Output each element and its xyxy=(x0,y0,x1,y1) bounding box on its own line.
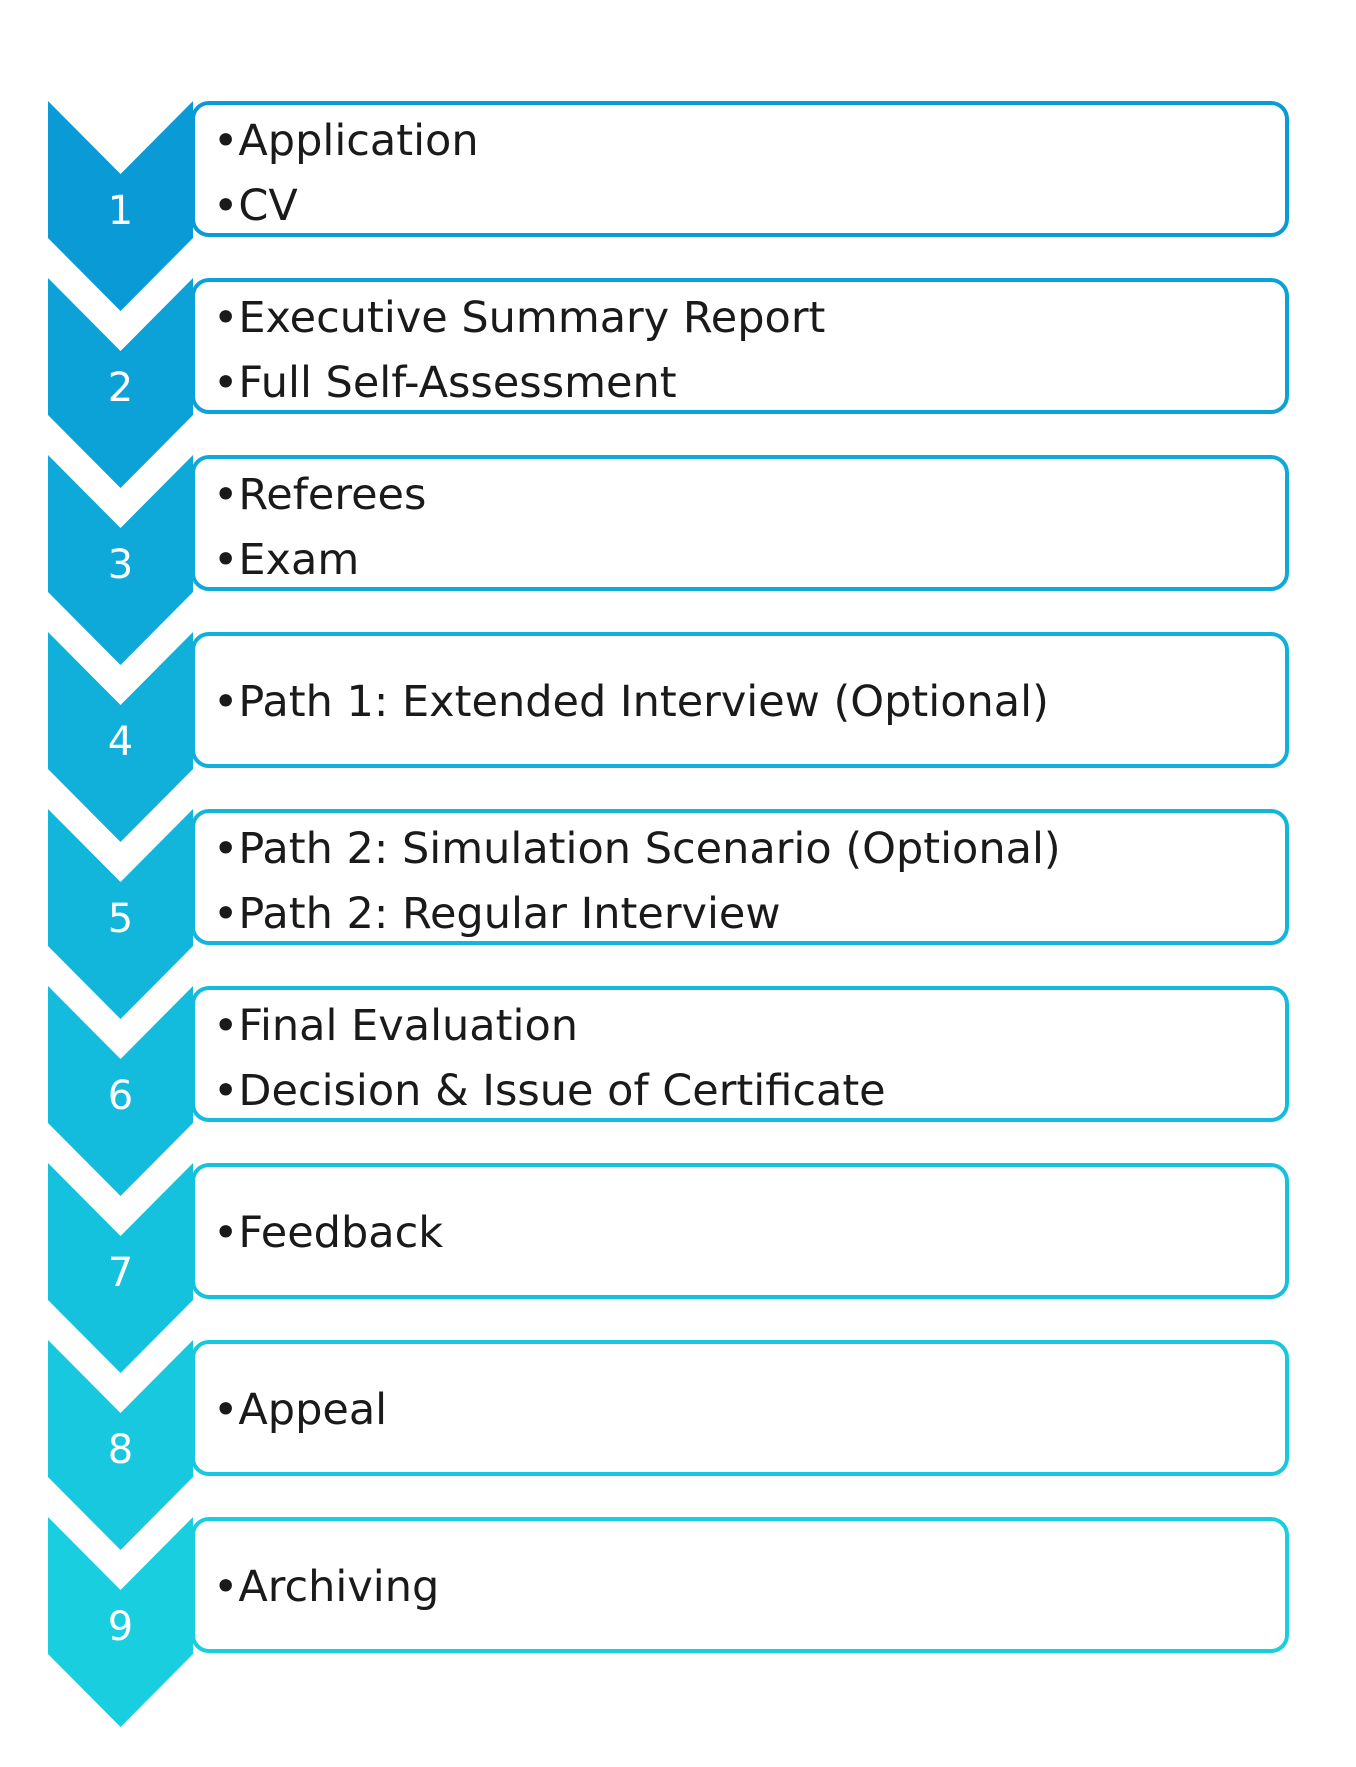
step-item: •Decision & Issue of Certificate xyxy=(213,1066,886,1116)
step-number: 1 xyxy=(107,188,134,234)
step-item: •Appeal xyxy=(213,1385,388,1435)
step-item: •Final Evaluation xyxy=(213,1001,579,1051)
step-number: 4 xyxy=(107,719,134,765)
step-9 xyxy=(48,1517,1287,1727)
step-item: •CV xyxy=(213,181,298,231)
step-number: 2 xyxy=(107,365,134,411)
step-item: •Feedback xyxy=(213,1208,444,1258)
step-number: 9 xyxy=(107,1604,134,1650)
step-item: •Executive Summary Report xyxy=(213,293,826,343)
step-number: 3 xyxy=(107,542,134,588)
step-item: •Path 2: Regular Interview xyxy=(213,889,781,939)
step-number: 8 xyxy=(107,1427,134,1473)
step-number: 5 xyxy=(107,896,134,942)
step-item: •Referees xyxy=(213,470,427,520)
step-item: •Exam xyxy=(213,535,360,585)
step-item: •Application xyxy=(213,116,479,166)
step-item: •Archiving xyxy=(213,1562,440,1612)
step-item: •Path 1: Extended Interview (Optional) xyxy=(213,677,1049,727)
step-item: •Full Self-Assessment xyxy=(213,358,677,408)
step-number: 7 xyxy=(107,1250,134,1296)
step-number: 6 xyxy=(107,1073,134,1119)
step-item: •Path 2: Simulation Scenario (Optional) xyxy=(213,824,1061,874)
